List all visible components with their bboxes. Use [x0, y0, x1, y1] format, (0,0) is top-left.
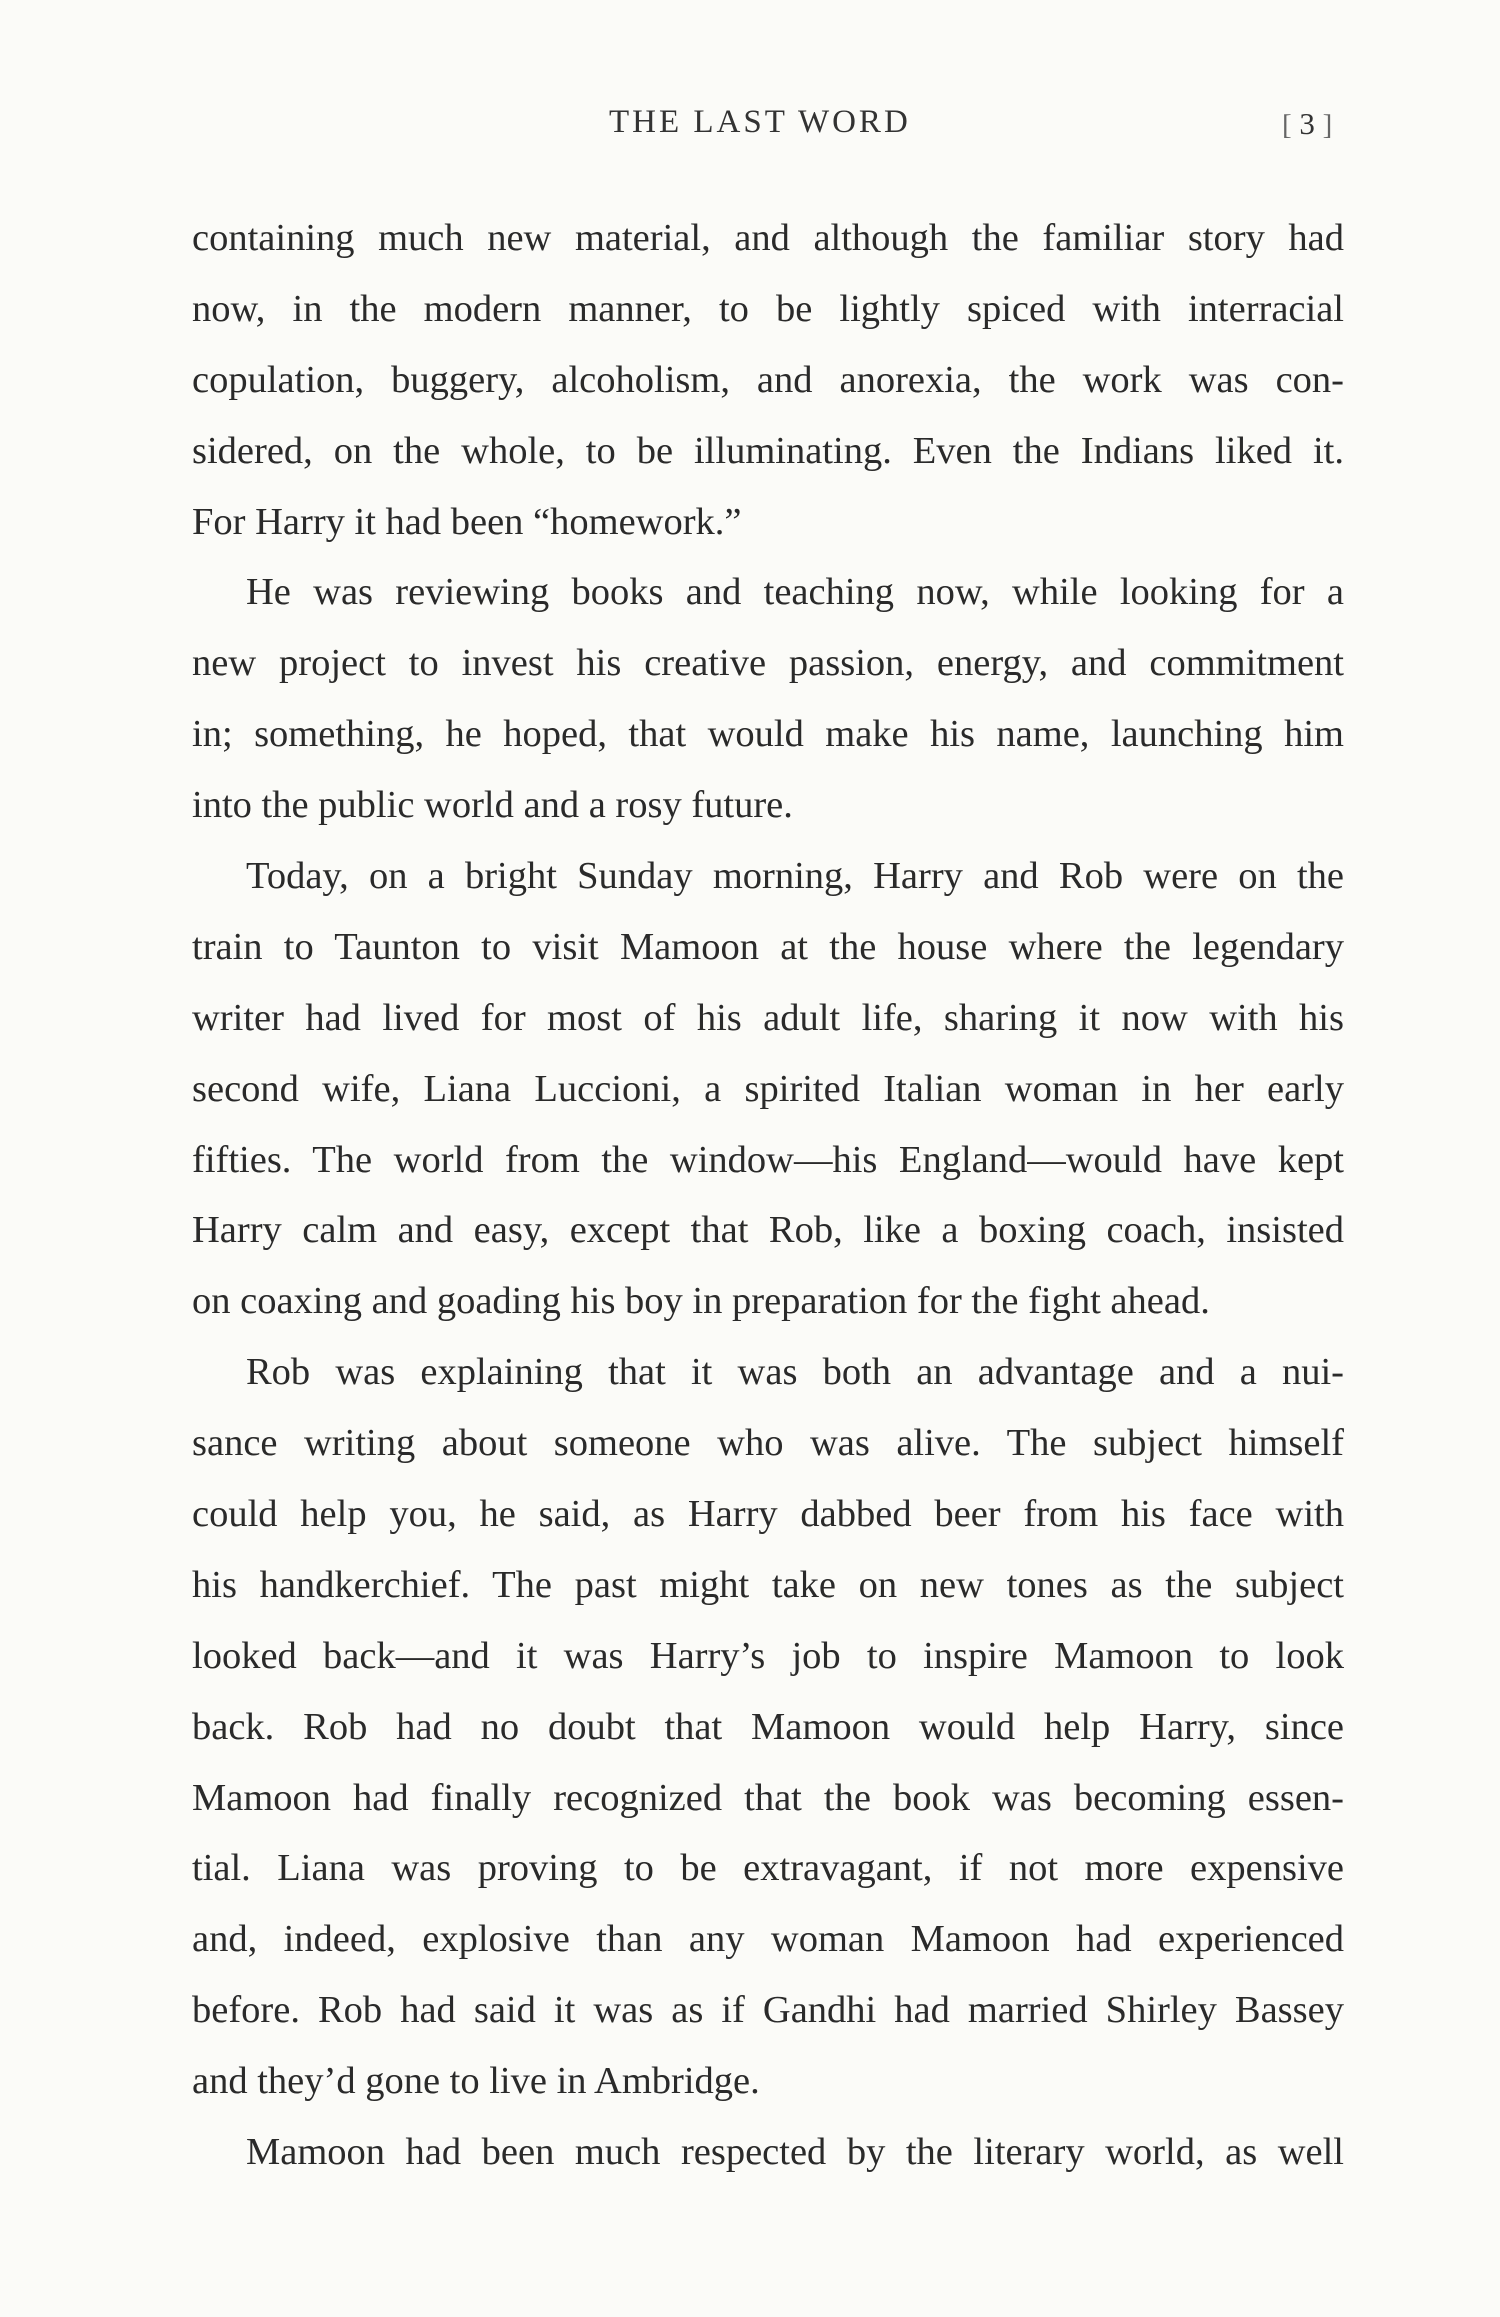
text-line: Rob was explaining that it was both an advantage and a nui-	[246, 1351, 1344, 1394]
text-line: new project to invest his creative passion, energy, and commitment	[192, 642, 1344, 685]
text-line: He was reviewing books and teaching now, while looking for a	[246, 571, 1344, 614]
text-line: Mamoon had finally recognized that the book was becoming essen-	[192, 1776, 1344, 1819]
page-number	[1282, 106, 1332, 142]
text-line: his handkerchief. The past might take on new tones as the subject	[192, 1563, 1344, 1606]
paragraph-4	[192, 1337, 1344, 2117]
text-line: train to Taunton to visit Mamoon at the house where the legendary	[192, 925, 1344, 968]
folio-open-bracket: [	[1282, 109, 1292, 141]
text-line: writer had lived for most of his adult life, sharing it now with his	[192, 996, 1344, 1039]
text-line: sance writing about someone who was alive. The subject himself	[192, 1422, 1344, 1465]
page-number-value: 3	[1299, 106, 1315, 141]
paragraph-1	[192, 203, 1344, 557]
text-line: Harry calm and easy, except that Rob, like a boxing coach, insisted	[192, 1209, 1344, 1252]
text-line: sidered, on the whole, to be illuminating. Even the Indians liked it.	[192, 429, 1344, 472]
text-line: tial. Liana was proving to be extravagant, if not more expensive	[192, 1847, 1344, 1890]
paragraph-5	[192, 2117, 1344, 2188]
text-line: Mamoon had been much respected by the literary world, as well	[246, 2131, 1344, 2174]
running-head-title: THE LAST WORD	[609, 104, 911, 140]
text-line: on coaxing and goading his boy in preparation for the fight ahead.	[192, 1280, 1210, 1323]
text-line: in; something, he hoped, that would make his name, launching him	[192, 713, 1344, 756]
text-line: now, in the modern manner, to be lightly spiced with interracial	[192, 287, 1344, 330]
text-line: back. Rob had no doubt that Mamoon would help Harry, since	[192, 1705, 1344, 1748]
text-line: before. Rob had said it was as if Gandhi had married Shirley Bassey	[192, 1989, 1344, 2032]
text-line: Today, on a bright Sunday morning, Harry and Rob were on the	[246, 855, 1344, 898]
paragraph-2	[192, 557, 1344, 841]
text-line: For Harry it had been “homework.”	[192, 500, 742, 543]
text-line: containing much new material, and although the familiar story had	[192, 217, 1344, 259]
text-line: into the public world and a rosy future.	[192, 784, 793, 827]
folio-close-bracket: ]	[1322, 109, 1333, 141]
text-line: could help you, he said, as Harry dabbed beer from his face with	[192, 1493, 1344, 1536]
text-line: copulation, buggery, alcoholism, and anorexia, the work was con-	[192, 358, 1344, 401]
body-text	[192, 203, 1344, 2188]
text-line: and, indeed, explosive than any woman Mamoon had experienced	[192, 1918, 1344, 1961]
text-line: second wife, Liana Luccioni, a spirited Italian woman in her early	[192, 1067, 1344, 1110]
text-line: and they’d gone to live in Ambridge.	[192, 2060, 760, 2103]
text-line: looked back—and it was Harry’s job to inspire Mamoon to look	[192, 1634, 1344, 1677]
text-line: fifties. The world from the window—his England—would have kept	[192, 1138, 1344, 1181]
running-head	[0, 104, 1500, 154]
paragraph-3	[192, 841, 1344, 1337]
